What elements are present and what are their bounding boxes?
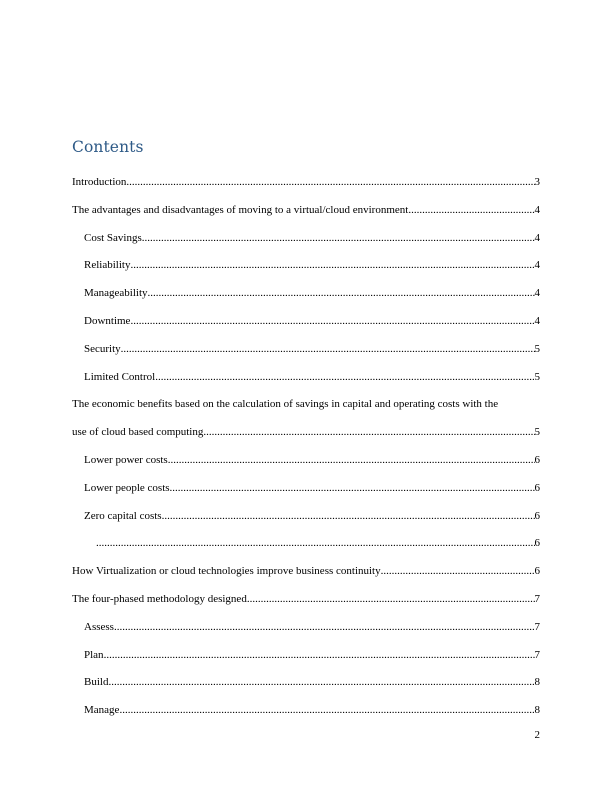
toc-dot-leader xyxy=(170,475,535,503)
toc-entry[interactable] xyxy=(0,697,612,725)
toc-entry-page-number: 8 xyxy=(534,704,540,717)
toc-entry[interactable] xyxy=(0,558,612,586)
toc-entry-title: Security xyxy=(84,342,121,355)
toc-entry-page-number: 4 xyxy=(534,203,540,216)
toc-heading: Contents xyxy=(72,138,144,156)
toc-entry-page-number: 6 xyxy=(534,565,540,578)
toc-entry[interactable] xyxy=(0,197,612,225)
toc-entry[interactable] xyxy=(0,169,612,197)
toc-entry-row xyxy=(96,530,540,558)
toc-entry-page-number: 3 xyxy=(534,176,540,188)
toc-dot-leader xyxy=(142,225,535,253)
toc-entry-row xyxy=(72,586,540,614)
toc-entry[interactable] xyxy=(0,669,612,697)
toc-entry-title: Zero capital costs xyxy=(84,509,162,522)
toc-entry-row xyxy=(84,642,540,670)
toc-entry-title: Assess xyxy=(84,620,114,633)
table-of-contents xyxy=(0,169,612,725)
toc-entry-row xyxy=(84,280,540,308)
toc-entry-title: The economic benefits based on the calculation of savings in capital and operating costs with the xyxy=(72,398,499,411)
toc-dot-leader xyxy=(96,530,535,558)
toc-entry-page-number: 7 xyxy=(534,592,540,605)
toc-entry-title: Manageability xyxy=(84,287,148,300)
toc-entry[interactable] xyxy=(0,614,612,642)
toc-entry-row xyxy=(72,419,540,447)
toc-entry-page-number: 4 xyxy=(534,314,540,327)
toc-dot-leader xyxy=(108,669,534,697)
toc-entry-title: The four-phased methodology designed xyxy=(72,592,247,605)
toc-entry-page-number: 6 xyxy=(534,453,540,466)
toc-dot-leader xyxy=(130,252,534,280)
toc-entry[interactable] xyxy=(0,252,612,280)
toc-entry-page-number: 5 xyxy=(534,370,540,383)
toc-entry-page-number: 6 xyxy=(534,481,540,494)
page-number: 2 xyxy=(534,729,540,741)
toc-dot-leader xyxy=(130,308,534,336)
toc-entry[interactable] xyxy=(0,225,612,253)
toc-entry[interactable] xyxy=(0,308,612,336)
toc-entry-title: Limited Control xyxy=(84,370,156,383)
toc-entry[interactable] xyxy=(0,447,612,475)
toc-entry-row xyxy=(84,225,540,253)
toc-dot-leader xyxy=(203,419,534,447)
toc-dot-leader xyxy=(119,697,534,725)
toc-entry-title: use of cloud based computing xyxy=(72,426,204,439)
toc-entry-title: The advantages and disadvantages of moving to a virtual/cloud environment xyxy=(72,203,409,216)
toc-entry[interactable] xyxy=(0,280,612,308)
toc-entry[interactable] xyxy=(0,419,612,447)
toc-entry-page-number: 7 xyxy=(534,648,540,661)
toc-entry-row xyxy=(84,308,540,336)
toc-entry-page-number: 4 xyxy=(534,259,540,272)
toc-dot-leader xyxy=(381,558,535,586)
toc-dot-leader xyxy=(162,503,535,531)
toc-entry-row xyxy=(84,252,540,280)
toc-entry-row xyxy=(84,697,540,725)
toc-entry-row xyxy=(84,614,540,642)
toc-entry-page-number: 5 xyxy=(534,426,540,439)
toc-entry-page-number: 7 xyxy=(534,620,540,633)
toc-entry-title: Plan xyxy=(84,648,104,661)
toc-entry-title: Reliability xyxy=(84,259,131,272)
toc-entry-title: Lower power costs xyxy=(84,453,168,466)
toc-entry-row xyxy=(84,669,540,697)
toc-entry-page-number: 6 xyxy=(534,509,540,522)
toc-entry[interactable] xyxy=(0,503,612,531)
toc-entry-title: How Virtualization or cloud technologies improve business continuity xyxy=(72,565,381,578)
toc-entry-page-number: 4 xyxy=(534,287,540,300)
toc-dot-leader xyxy=(247,586,535,614)
toc-entry-row xyxy=(84,447,540,475)
toc-entry-page-number: 5 xyxy=(534,342,540,355)
toc-dot-leader xyxy=(126,169,534,197)
toc-entry-title: Build xyxy=(84,676,109,689)
toc-entry-title: Manage xyxy=(84,704,120,717)
toc-entry-title: Downtime xyxy=(84,314,131,327)
toc-dot-leader xyxy=(148,280,535,308)
toc-entry[interactable] xyxy=(0,475,612,503)
toc-entry-row xyxy=(84,503,540,531)
toc-entry-row xyxy=(84,475,540,503)
toc-dot-leader xyxy=(114,614,535,642)
toc-dot-leader xyxy=(168,447,535,475)
toc-entry-page-number: 6 xyxy=(534,537,540,550)
toc-dot-leader xyxy=(121,336,535,364)
toc-entry-row xyxy=(72,197,540,225)
toc-entry-page-number: 4 xyxy=(534,231,540,244)
toc-entry[interactable] xyxy=(0,586,612,614)
toc-entry-title: Cost Savings xyxy=(84,231,142,244)
toc-entry[interactable] xyxy=(0,391,612,419)
toc-dot-leader xyxy=(408,197,534,225)
toc-entry-title: Introduction xyxy=(72,176,127,188)
toc-entry-row xyxy=(72,391,540,419)
toc-entry-title: Lower people costs xyxy=(84,481,170,494)
toc-entry[interactable] xyxy=(0,642,612,670)
toc-entry[interactable] xyxy=(0,364,612,392)
toc-dot-leader xyxy=(155,364,534,392)
toc-entry[interactable] xyxy=(0,530,612,558)
toc-entry-row xyxy=(84,364,540,392)
toc-entry-row xyxy=(84,336,540,364)
toc-entry-page-number: 8 xyxy=(534,676,540,689)
toc-entry[interactable] xyxy=(0,336,612,364)
toc-entry-row xyxy=(72,169,540,197)
toc-dot-leader xyxy=(104,642,535,670)
toc-entry-row xyxy=(72,558,540,586)
